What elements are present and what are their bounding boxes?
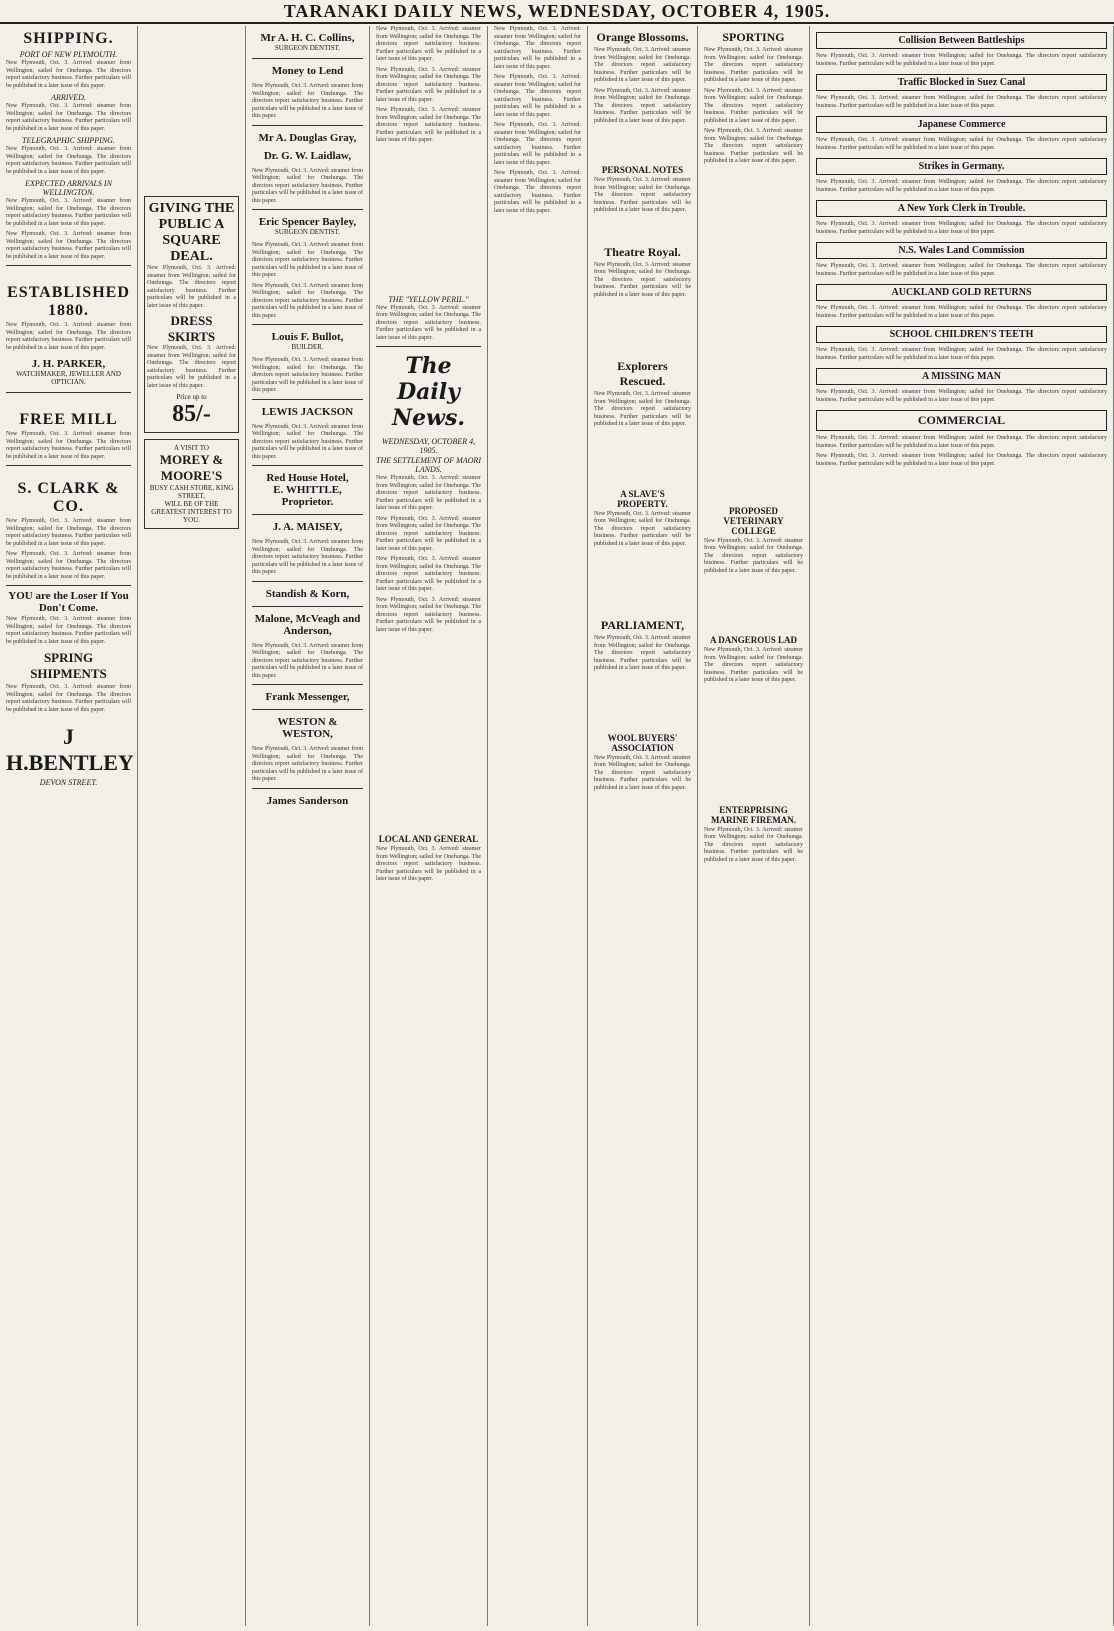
woolbuyers-heading: WOOL BUYERS' ASSOCIATION — [607, 732, 678, 753]
body-text: New Plymouth, Oct. 3. Arrived: steamer from Wellington; sailed for Onehunga. The directors report satisfactory business. Further particulars will be published in a later issue of this paper. — [376, 26, 481, 62]
shipping-heading: SHIPPING. — [23, 30, 114, 47]
column-sport — [698, 26, 810, 1626]
body-text: New Plymouth, Oct. 3. Arrived: steamer from Wellington; sailed for Onehunga. The directors report satisfactory business. Further particulars will be published in a later issue of this paper. — [252, 167, 363, 204]
enterprising-heading: ENTERPRISING MARINE FIREMAN. — [711, 804, 796, 825]
body-text: New Plymouth, Oct. 3. Arrived: steamer from Wellington; sailed for Onehunga. The directors report satisfactory business. Further particulars will be published in a later issue of this paper. — [704, 128, 803, 164]
body-text: New Plymouth, Oct. 3. Arrived: steamer from Wellington; sailed for Onehunga. The directors report satisfactory business. Further particulars will be published in a later issue of this paper. — [594, 87, 691, 124]
body-text: New Plymouth, Oct. 3. Arrived: steamer from Wellington; sailed for Onehunga. The directors report satisfactory business. Further particulars will be published in a later issue of this paper. — [6, 231, 131, 260]
arrived-subheading: ARRIVED. — [51, 93, 86, 102]
body-text: New Plymouth, Oct. 3. Arrived: steamer from Wellington; sailed for Onehunga. The directors report satisfactory business. Further particulars will be published in a later issue of this paper. — [252, 746, 363, 782]
spring-heading: SPRING SHIPMENTS — [30, 650, 107, 681]
body-text: New Plymouth, Oct. 3. Arrived: steamer from Wellington; sailed for Onehunga. The directors report satisfactory business. Further particulars will be published in a later issue of this paper. — [704, 826, 803, 863]
body-text: New Plymouth, Oct. 3. Arrived: steamer from Wellington; sailed for Onehunga. The directors report satisfactory business. Further particulars will be published in a later issue of this paper. — [816, 305, 1107, 319]
body-text: New Plymouth, Oct. 3. Arrived: steamer from Wellington; sailed for Onehunga. The directors report satisfactory business. Further particulars will be published in a later issue of this paper. — [594, 391, 691, 427]
giving-ad: GIVING THE PUBLIC A SQUARE DEAL. New Plymouth, Oct. 3. Arrived: steamer from Wellington; sailed for Onehunga. The directors report satisfactory business. Further particulars will be published in a later issue of this paper. DRESS SKIRTS New Plymouth, Oct. 3. Arrived: steamer from Wellington; sailed for Onehunga. The directors report satisfactory business. Further particulars will be published in a later issue of this paper. Price up to 85/- — [144, 196, 239, 433]
body-text: New Plymouth, Oct. 3. Arrived: steamer from Wellington; sailed for Onehunga. The directors report satisfactory business. Further particulars will be published in a later issue of this paper. — [816, 347, 1107, 361]
redhouse-card: Red House Hotel, E. WHITTLE, Proprietor. — [266, 472, 349, 508]
body-text: New Plymouth, Oct. 3. Arrived: steamer from Wellington; sailed for Onehunga. The directors report satisfactory business. Further particulars will be published in a later issue of this paper. — [376, 304, 481, 341]
clark-heading: S. CLARK & CO. — [17, 480, 120, 515]
body-text: New Plymouth, Oct. 3. Arrived: steamer from Wellington; sailed for Onehunga. The directors report satisfactory business. Further particulars will be published in a later issue of this paper. — [252, 539, 363, 575]
body-text: New Plymouth, Oct. 3. Arrived: steamer from Wellington; sailed for Onehunga. The directors report satisfactory business. Further particulars will be published in a later issue of this paper. — [816, 179, 1107, 193]
body-text: New Plymouth, Oct. 3. Arrived: steamer from Wellington; sailed for Onehunga. The directors report satisfactory business. Further particulars will be published in a later issue of this paper. — [494, 170, 581, 214]
weston-card: WESTON & WESTON, — [277, 716, 338, 740]
body-text: New Plymouth, Oct. 3. Arrived: steamer from Wellington; sailed for Onehunga. The directors report satisfactory business. Further particulars will be published in a later issue of this paper. — [252, 242, 363, 278]
dress-skirts: DRESS SKIRTS — [167, 313, 216, 344]
commercial-heading: COMMERCIAL — [816, 410, 1107, 431]
body-text: New Plymouth, Oct. 3. Arrived: steamer from Wellington; sailed for Onehunga. The directors report satisfactory business. Further particulars will be published in a later issue of this paper. — [816, 221, 1107, 235]
yellow-subheading: THE "YELLOW PERIL." — [388, 294, 469, 304]
expected-subheading: EXPECTED ARRIVALS IN WELLINGTON. — [25, 179, 112, 197]
price-value: 85/- — [172, 401, 211, 427]
body-text: New Plymouth, Oct. 3. Arrived: steamer from Wellington; sailed for Onehunga. The directors report satisfactory business. Further particulars will be published in a later issue of this paper. — [594, 635, 691, 671]
body-text: New Plymouth, Oct. 3. Arrived: steamer from Wellington; sailed for Onehunga. The directors report satisfactory business. Further particulars will be published in a later issue of this paper. — [6, 198, 131, 227]
body-text: New Plymouth, Oct. 3. Arrived: steamer from Wellington; sailed for Onehunga. The directors report satisfactory business. Further particulars will be published in a later issue of this paper. — [816, 453, 1107, 467]
explorers-heading: Explorers Rescued. — [617, 359, 668, 388]
body-text: New Plymouth, Oct. 3. Arrived: steamer from Wellington; sailed for Onehunga. The directors report satisfactory business. Further particulars will be published in a later issue of this paper. — [6, 551, 131, 580]
body-text: New Plymouth, Oct. 3. Arrived: steamer from Wellington; sailed for Onehunga. The directors report satisfactory business. Further particulars will be published in a later issue of this paper. — [816, 95, 1107, 109]
telegraphic-subheading: TELEGRAPHIC SHIPPING. — [22, 136, 115, 145]
body-text: New Plymouth, Oct. 3. Arrived: steamer from Wellington; sailed for Onehunga. The directors report satisfactory business. Further particulars will be published in a later issue of this paper. — [704, 87, 803, 124]
messenger-card: Frank Messenger, — [265, 691, 350, 703]
maisey-card: J. A. MAISEY, — [272, 521, 343, 533]
column-society — [588, 26, 698, 1626]
sporting-heading: SPORTING — [722, 30, 785, 44]
body-text: New Plymouth, Oct. 3. Arrived: steamer from Wellington; sailed for Onehunga. The directors report satisfactory business. Further particulars will be published in a later issue of this paper. — [594, 47, 691, 83]
port-subheading: PORT OF NEW PLYMOUTH. — [19, 50, 118, 59]
established-heading: ESTABLISHED 1880. — [7, 284, 130, 319]
body-text: New Plymouth, Oct. 3. Arrived: steamer from Wellington; sailed for Onehunga. The directors report satisfactory business. Further particulars will be published in a later issue of this paper. — [594, 261, 691, 298]
orange-heading: Orange Blossoms. — [596, 30, 689, 44]
editorial-date: WEDNESDAY, OCTOBER 4, 1905. — [381, 437, 476, 455]
malone-card: Malone, McVeagh and Anderson, — [254, 612, 361, 637]
jackson-card: LEWIS JACKSON — [261, 405, 354, 418]
japanese-heading: Japanese Commerce — [816, 116, 1107, 133]
body-text: New Plymouth, Oct. 3. Arrived: steamer from Wellington; sailed for Onehunga. The directors report satisfactory business. Further particulars will be published in a later issue of this paper. — [594, 510, 691, 547]
strikes-heading: Strikes in Germany. — [816, 158, 1107, 175]
body-text: New Plymouth, Oct. 3. Arrived: steamer from Wellington; sailed for Onehunga. The directors report satisfactory business. Further particulars will be published in a later issue of this paper. — [6, 616, 131, 645]
body-text: New Plymouth, Oct. 3. Arrived: steamer from Wellington; sailed for Onehunga. The directors report satisfactory business. Further particulars will be published in a later issue of this paper. — [594, 754, 691, 791]
morey-ad: A VISIT TO MOREY & MOORE'S BUSY CASH STORE, KING STREET, WILL BE OF THE GREATEST INTEREST TO YOU. — [144, 439, 239, 529]
body-text: New Plymouth, Oct. 3. Arrived: steamer from Wellington; sailed for Onehunga. The directors report satisfactory business. Further particulars will be published in a later issue of this paper. — [376, 596, 481, 633]
masthead: TARANAKI DAILY NEWS, WEDNESDAY, OCTOBER 4, 1905. — [0, 0, 1114, 24]
body-text: New Plymouth, Oct. 3. Arrived: steamer from Wellington; sailed for Onehunga. The directors report satisfactory business. Further particulars will be published in a later issue of this paper. — [494, 74, 581, 118]
freemill-heading: FREE MILL — [19, 411, 118, 428]
bullot-card: Louis F. Bullot, BUILDER. — [271, 331, 344, 351]
bentley-heading: J H.BENTLEY — [6, 724, 134, 775]
body-text: New Plymouth, Oct. 3. Arrived: steamer from Wellington; sailed for Onehunga. The directors report satisfactory business. Further particulars will be published in a later issue of this paper. — [376, 107, 481, 143]
theatre-heading: Theatre Royal. — [604, 244, 681, 259]
clerk-heading: A New York Clerk in Trouble. — [816, 200, 1107, 217]
missing-heading: A MISSING MAN — [816, 368, 1107, 385]
body-text: New Plymouth, Oct. 3. Arrived: steamer from Wellington; sailed for Onehunga. The directors report satisfactory business. Further particulars will be published in a later issue of this paper. — [252, 282, 363, 319]
collins-card: Mr A. H. C. Collins, SURGEON DENTIST. — [260, 32, 355, 52]
money-card: Money to Lend — [271, 65, 344, 77]
body-text: New Plymouth, Oct. 3. Arrived: steamer from Wellington; sailed for Onehunga. The directors report satisfactory business. Further particulars will be published in a later issue of this paper. — [594, 177, 691, 213]
body-text: New Plymouth, Oct. 3. Arrived: steamer from Wellington; sailed for Onehunga. The directors report satisfactory business. Further particulars will be published in a later issue of this paper. — [376, 846, 481, 882]
body-text: New Plymouth, Oct. 3. Arrived: steamer from Wellington; sailed for Onehunga. The directors report satisfactory business. Further particulars will be published in a later issue of this paper. — [704, 647, 803, 683]
body-text: New Plymouth, Oct. 3. Arrived: steamer from Wellington; sailed for Onehunga. The directors report satisfactory business. Further particulars will be published in a later issue of this paper. — [376, 515, 481, 552]
personal-heading: PERSONAL NOTES — [601, 165, 684, 175]
daily-news-title: The Daily News. — [391, 353, 466, 431]
body-text: New Plymouth, Oct. 3. Arrived: steamer from Wellington; sailed for Onehunga. The directors report satisfactory business. Further particulars will be published in a later issue of this paper. — [494, 26, 581, 70]
laidlaw-card: Dr. G. W. Laidlaw, — [263, 149, 352, 162]
column-news — [488, 26, 588, 1626]
body-text: New Plymouth, Oct. 3. Arrived: steamer from Wellington; sailed for Onehunga. The directors report satisfactory business. Further particulars will be published in a later issue of this paper. — [816, 435, 1107, 449]
body-text: New Plymouth, Oct. 3. Arrived: steamer from Wellington; sailed for Onehunga. The directors report satisfactory business. Further particulars will be published in a later issue of this paper. — [816, 53, 1107, 67]
traffic-heading: Traffic Blocked in Suez Canal — [816, 74, 1107, 91]
body-text: New Plymouth, Oct. 3. Arrived: steamer from Wellington; sailed for Onehunga. The directors report satisfactory business. Further particulars will be published in a later issue of this paper. — [252, 642, 363, 679]
settlement-heading: THE SETTLEMENT OF MAORI LANDS. — [376, 456, 481, 474]
body-text: New Plymouth, Oct. 3. Arrived: steamer from Wellington; sailed for Onehunga. The directors report satisfactory business. Further particulars will be published in a later issue of this paper. — [816, 389, 1107, 403]
body-text: New Plymouth, Oct. 3. Arrived: steamer from Wellington; sailed for Onehunga. The directors report satisfactory business. Further particulars will be published in a later issue of this paper. — [376, 556, 481, 592]
body-text: New Plymouth, Oct. 3. Arrived: steamer from Wellington; sailed for Onehunga. The directors report satisfactory business. Further particulars will be published in a later issue of this paper. — [252, 83, 363, 119]
column-cables — [810, 26, 1114, 1626]
body-text: New Plymouth, Oct. 3. Arrived: steamer from Wellington; sailed for Onehunga. The directors report satisfactory business. Further particulars will be published in a later issue of this paper. — [376, 475, 481, 511]
lad-heading: A DANGEROUS LAD — [709, 635, 797, 645]
slave-heading: A SLAVE'S PROPERTY. — [617, 488, 668, 509]
body-text: New Plymouth, Oct. 3. Arrived: steamer from Wellington; sailed for Onehunga. The directors report satisfactory business. Further particulars will be published in a later issue of this paper. — [252, 357, 363, 393]
body-text: New Plymouth, Oct. 3. Arrived: steamer from Wellington; sailed for Onehunga. The directors report satisfactory business. Further particulars will be published in a later issue of this paper. — [6, 103, 131, 132]
body-text: New Plymouth, Oct. 3. Arrived: steamer from Wellington; sailed for Onehunga. The directors report satisfactory business. Further particulars will be published in a later issue of this paper. — [6, 684, 131, 713]
body-text: New Plymouth, Oct. 3. Arrived: steamer from Wellington; sailed for Onehunga. The directors report satisfactory business. Further particulars will be published in a later issue of this paper. — [816, 137, 1107, 151]
nsw-heading: N.S. Wales Land Commission — [816, 242, 1107, 259]
bentley-sub: DEVON STREET. — [39, 778, 98, 787]
parliament-heading: PARLIAMENT, — [600, 618, 685, 632]
local-heading: LOCAL AND GENERAL — [378, 834, 479, 844]
body-text: New Plymouth, Oct. 3. Arrived: steamer from Wellington; sailed for Onehunga. The directors report satisfactory business. Further particulars will be published in a later issue of this paper. — [6, 431, 131, 460]
body-text: New Plymouth, Oct. 3. Arrived: steamer from Wellington; sailed for Onehunga. The directors report satisfactory business. Further particulars will be published in a later issue of this paper. — [147, 265, 236, 309]
body-text: New Plymouth, Oct. 3. Arrived: steamer from Wellington; sailed for Onehunga. The directors report satisfactory business. Further particulars will be published in a later issue of this paper. — [704, 537, 803, 574]
body-text: New Plymouth, Oct. 3. Arrived: steamer from Wellington; sailed for Onehunga. The directors report satisfactory business. Further particulars will be published in a later issue of this paper. — [494, 122, 581, 166]
bayley-card: Eric Spencer Bayley, SURGEON DENTIST. — [258, 216, 357, 236]
body-text: New Plymouth, Oct. 3. Arrived: steamer from Wellington; sailed for Onehunga. The directors report satisfactory business. Further particulars will be published in a later issue of this paper. — [6, 518, 131, 547]
body-text: New Plymouth, Oct. 3. Arrived: steamer from Wellington; sailed for Onehunga. The directors report satisfactory business. Further particulars will be published in a later issue of this paper. — [252, 423, 363, 460]
column-shipping — [0, 26, 138, 1626]
body-text: New Plymouth, Oct. 3. Arrived: steamer from Wellington; sailed for Onehunga. The directors report satisfactory business. Further particulars will be published in a later issue of this paper. — [6, 322, 131, 351]
body-text: New Plymouth, Oct. 3. Arrived: steamer from Wellington; sailed for Onehunga. The directors report satisfactory business. Further particulars will be published in a later issue of this paper. — [816, 263, 1107, 277]
price-label: Price up to — [176, 393, 207, 401]
body-text: New Plymouth, Oct. 3. Arrived: steamer from Wellington; sailed for Onehunga. The directors report satisfactory business. Further particulars will be published in a later issue of this paper. — [6, 146, 131, 175]
loser-heading: YOU are the Loser If You Don't Come. — [8, 590, 129, 614]
collision-heading: Collision Between Battleships — [816, 32, 1107, 49]
teeth-heading: SCHOOL CHILDREN'S TEETH — [816, 326, 1107, 343]
parker-ad: J. H. PARKER, WATCHMAKER, JEWELLER AND OPTICIAN. — [16, 358, 121, 386]
body-text: New Plymouth, Oct. 3. Arrived: steamer from Wellington; sailed for Onehunga. The directors report satisfactory business. Further particulars will be published in a later issue of this paper. — [147, 345, 236, 389]
column-cards — [246, 26, 370, 1626]
sanderson-card: James Sanderson — [266, 794, 349, 807]
column-ads — [138, 26, 246, 1626]
standish-card: Standish & Korn, — [265, 587, 350, 600]
vet-heading: PROPOSED VETERINARY COLLEGE — [723, 505, 784, 536]
body-text: New Plymouth, Oct. 3. Arrived: steamer from Wellington; sailed for Onehunga. The directors report satisfactory business. Further particulars will be published in a later issue of this paper. — [376, 66, 481, 103]
column-editorial — [370, 26, 488, 1626]
auckland-heading: AUCKLAND GOLD RETURNS — [816, 284, 1107, 301]
gray-card: Mr A. Douglas Gray, — [258, 131, 357, 144]
body-text: New Plymouth, Oct. 3. Arrived: steamer from Wellington; sailed for Onehunga. The directors report satisfactory business. Further particulars will be published in a later issue of this paper. — [6, 60, 131, 89]
body-text: New Plymouth, Oct. 3. Arrived: steamer from Wellington; sailed for Onehunga. The directors report satisfactory business. Further particulars will be published in a later issue of this paper. — [704, 47, 803, 83]
